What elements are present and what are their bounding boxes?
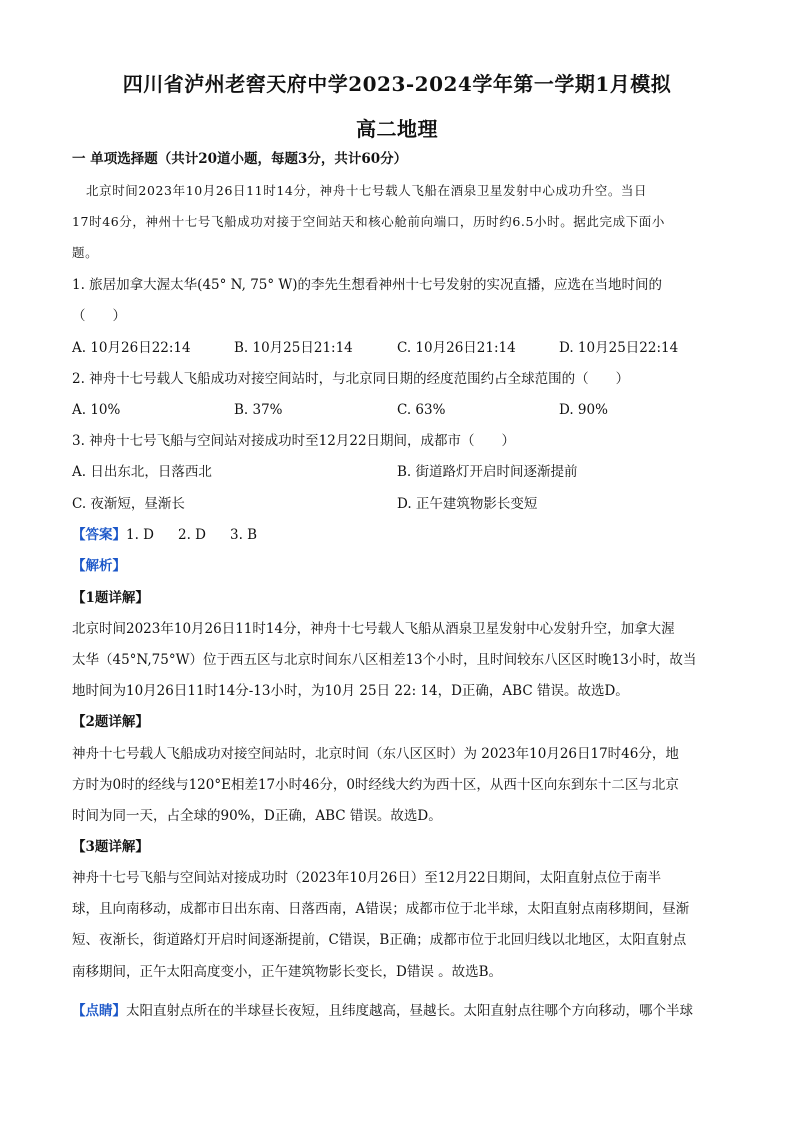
- q3-option-c: C. 夜渐短，昼渐长: [72, 496, 185, 512]
- question-1-stem: 1. 旅居加拿大渥太华(45° N, 75° W)的李先生想看神州十七号发射的实况直播，应选在当地时间的: [72, 277, 663, 293]
- answer-label: 【答案】: [72, 527, 126, 543]
- q2-option-a: A. 10%: [72, 402, 121, 418]
- answer-item: 2. D: [178, 527, 206, 543]
- detail-1-line: 太华（45°N,75°W）位于西五区与北京时间东八区相差13个小时，且时间较东八区区时晚13小时，故当: [72, 652, 697, 668]
- q1-option-c: C. 10月26日21:14: [397, 340, 516, 356]
- passage-line: 北京时间2023年10月26日11时14分，神舟十七号载人飞船在酒泉卫星发射中心成功升空。当日: [86, 183, 648, 198]
- passage-line: 17时46分，神州十七号飞船成功对接于空间站天和核心舱前向端口，历时约6.5小时。据此完成下面小: [72, 214, 665, 229]
- q1-option-a: A. 10月26日22:14: [72, 340, 191, 356]
- q2-option-b: B. 37%: [234, 402, 283, 418]
- detail-2-line: 神舟十七号载人飞船成功对接空间站时，北京时间（东八区区时）为 2023年10月26日17时46分，地: [72, 746, 679, 762]
- detail-3-line: 短、夜渐长，街道路灯开启时间逐渐提前，C错误，B正确；成都市位于北回归线以北地区，太阳直射点: [72, 932, 687, 948]
- answer-item: 3. B: [230, 527, 258, 543]
- q3-option-d: D. 正午建筑物影长变短: [397, 496, 538, 512]
- section-heading: 一 单项选择题（共计20道小题，每题3分，共计60分）: [72, 151, 408, 167]
- document-title: 四川省泸州老窖天府中学2023-2024学年第一学期1月模拟: [122, 72, 672, 96]
- detail-1-line: 地时间为10月26日11时14分-13小时，为10月 25日 22: 14，D正确，ABC 错误。故选D。: [72, 683, 629, 699]
- q1-option-d: D. 10月25日22:14: [559, 340, 679, 356]
- detail-2-line: 时间为同一天，占全球的90%，D正确，ABC 错误。故选D。: [72, 808, 442, 824]
- document-subtitle: 高二地理: [356, 117, 438, 141]
- question-2-stem: 2. 神舟十七号载人飞船成功对接空间站时，与北京同日期的经度范围约占全球范围的（ ）: [72, 371, 630, 387]
- detail-3-line: 球，且向南移动，成都市日出东南、日落西南，A错误；成都市位于北半球，太阳直射点南移期间，昼渐: [72, 901, 690, 917]
- q2-option-d: D. 90%: [559, 402, 608, 418]
- passage-line: 题。: [72, 245, 99, 260]
- q2-option-c: C. 63%: [397, 402, 446, 418]
- detail-3-line: 南移期间，正午太阳高度变小，正午建筑物影长变长，D错误 。故选B。: [72, 964, 503, 980]
- answer-row: [72, 525, 722, 545]
- q1-option-b: B. 10月25日21:14: [234, 340, 353, 356]
- detail-1-line: 北京时间2023年10月26日11时14分，神舟十七号载人飞船从酒泉卫星发射中心发射升空，加拿大渥: [72, 621, 675, 637]
- question-1-blank: （ ）: [72, 308, 126, 324]
- question-3-stem: 3. 神舟十七号飞船与空间站对接成功时至12月22日期间，成都市（ ）: [72, 433, 516, 449]
- detail-2-line: 方时为0时的经线与120°E相差17小时46分，0时经线大约为西十区，从西十区向东到东十二区与北京: [72, 777, 679, 793]
- tip-label: 【点睛】: [72, 1003, 126, 1019]
- answer-item: 1. D: [126, 527, 154, 543]
- q3-option-a: A. 日出东北，日落西北: [72, 464, 212, 480]
- tip-text: 太阳直射点所在的半球昼长夜短，且纬度越高，昼越长。太阳直射点往哪个方向移动，哪个半球: [126, 1003, 693, 1019]
- analysis-label: 【解析】: [72, 558, 126, 574]
- q3-option-b: B. 街道路灯开启时间逐渐提前: [397, 464, 578, 480]
- detail-3-line: 神舟十七号飞船与空间站对接成功时（2023年10月26日）至12月22日期间，太阳直射点位于南半: [72, 870, 662, 886]
- tip-row: [72, 1001, 722, 1021]
- detail-1-label: 【1题详解】: [72, 590, 149, 606]
- detail-2-label: 【2题详解】: [72, 714, 149, 730]
- detail-3-label: 【3题详解】: [72, 839, 149, 855]
